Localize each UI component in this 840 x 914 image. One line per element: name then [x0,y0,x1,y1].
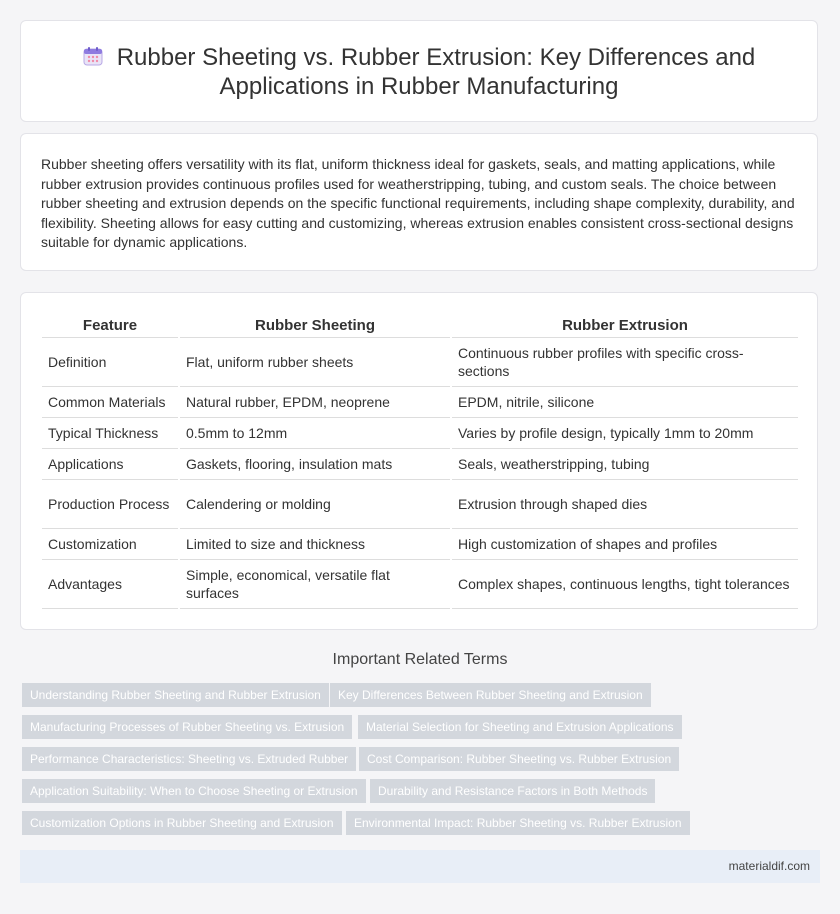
related-term-tag[interactable]: Manufacturing Processes of Rubber Sheeting vs. Extrusion [22,715,352,739]
cell-feature: Advantages [42,560,179,609]
footer-site-link[interactable]: materialdif.com [728,859,810,873]
related-term-tag[interactable]: Performance Characteristics: Sheeting vs. Extruded Rubber [22,747,356,771]
cell-feature: Definition [42,338,179,387]
cell-extrusion: High customization of shapes and profiles [451,529,798,560]
cell-sheeting: Flat, uniform rubber sheets [179,338,451,387]
header-rubber-sheeting: Rubber Sheeting [179,313,451,338]
header-rubber-extrusion: Rubber Extrusion [451,313,798,338]
comparison-table-card [20,292,818,630]
cell-extrusion: Continuous rubber profiles with specific cross-sections [451,338,798,387]
table-row [42,480,798,529]
cell-extrusion: EPDM, nitrile, silicone [451,387,798,418]
header-card [20,20,818,122]
cell-extrusion: Complex shapes, continuous lengths, tight tolerances [451,560,798,609]
table-row [42,529,798,560]
related-term-tag[interactable]: Material Selection for Sheeting and Extrusion Applications [358,715,682,739]
table-row [42,449,798,480]
cell-feature: Typical Thickness [42,418,179,449]
cell-feature: Production Process [42,480,179,529]
comparison-table [42,313,798,609]
footer [20,850,820,883]
cell-feature: Common Materials [42,387,179,418]
title-line-1: Rubber Sheeting vs. Rubber Extrusion: Key Differences and [116,44,756,71]
related-terms-title: Important Related Terms [332,651,508,668]
related-term-tag[interactable]: Application Suitability: When to Choose Sheeting or Extrusion [22,779,366,803]
cell-feature: Customization [42,529,179,560]
page-title [21,43,817,101]
related-term-tag[interactable]: Customization Options in Rubber Sheeting and Extrusion [22,811,342,835]
cell-sheeting: Limited to size and thickness [179,529,451,560]
table-row [42,560,798,609]
cell-sheeting: Gaskets, flooring, insulation mats [179,449,451,480]
cell-extrusion: Seals, weatherstripping, tubing [451,449,798,480]
title-line-2: Applications in Rubber Manufacturing [219,73,619,100]
table-row [42,387,798,418]
related-term-tag[interactable]: Key Differences Between Rubber Sheeting and Extrusion [330,683,651,707]
header-feature: Feature [42,313,179,338]
related-term-tag[interactable]: Cost Comparison: Rubber Sheeting vs. Rubber Extrusion [359,747,679,771]
related-term-tag[interactable]: Environmental Impact: Rubber Sheeting vs. Rubber Extrusion [346,811,690,835]
intro-text: Rubber sheeting offers versatility with its flat, uniform thickness ideal for gaskets, seals, and matting applications, while rubber extrusion provides continuous profiles used for weatherstripping, tubing, and custom seals. The choice between rubber sheeting and extrusion depends on the specific functional requirements, including shape complexity, durability, and flexibility. Sheeting allows for easy cutting and customizing, whereas extrusion enables consistent cross-sectional designs suitable for dynamic applications. [41,156,795,250]
cell-extrusion: Varies by profile design, typically 1mm to 20mm [451,418,798,449]
cell-extrusion: Extrusion through shaped dies [451,480,798,529]
related-term-tag[interactable]: Durability and Resistance Factors in Both Methods [370,779,655,803]
table-row [42,338,798,387]
table-header-row [42,313,798,338]
cell-sheeting: Calendering or molding [179,480,451,529]
cell-feature: Applications [42,449,179,480]
cell-sheeting: Simple, economical, versatile flat surfaces [179,560,451,609]
table-row [42,418,798,449]
related-term-tag[interactable]: Understanding Rubber Sheeting and Rubber Extrusion [22,683,329,707]
cell-sheeting: 0.5mm to 12mm [179,418,451,449]
cell-sheeting: Natural rubber, EPDM, neoprene [179,387,451,418]
intro-card [20,133,818,271]
calendar-icon [83,44,103,64]
